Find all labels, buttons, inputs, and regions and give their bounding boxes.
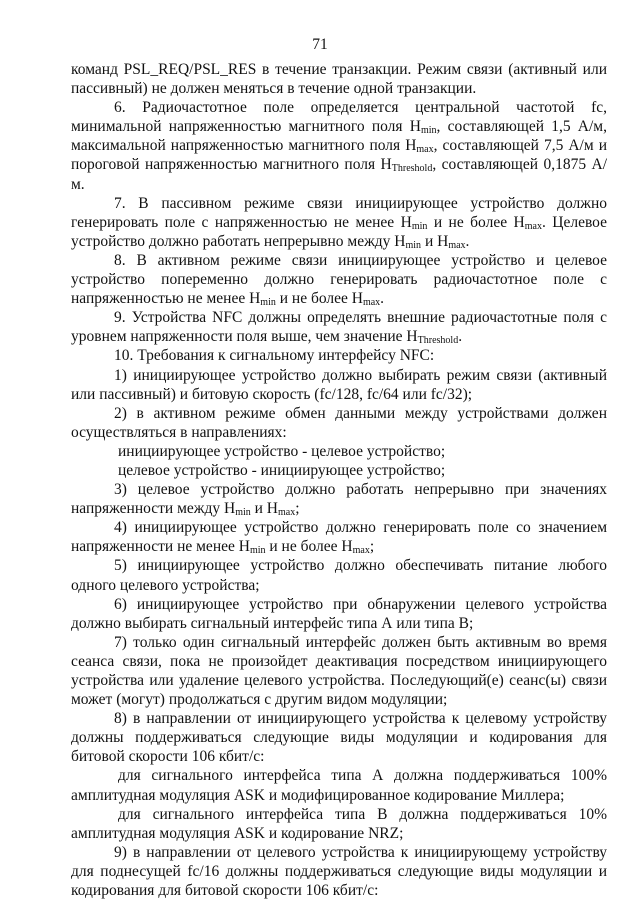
page-number: 71 — [312, 36, 328, 53]
paragraph-10-item-2-direction-a: инициирующее устройство - целевое устройство; — [118, 442, 446, 460]
subscript: min — [249, 545, 266, 557]
subscript: Threshold — [417, 335, 459, 347]
paragraph-10-item-4: 4) инициирующее устройство должно генерировать поле со значением напряженности не менее $H_{min}$ и не более $H_{max}$; — [71, 519, 607, 557]
paragraph-10-item-8: 8) в направлении от инициирующего устройства к целевому устройству должны поддерживаться следующие виды модуляции и кодирования для битовой скорости 106 кбит/с: — [71, 710, 607, 766]
subscript: max — [352, 545, 370, 557]
subscript: max — [416, 144, 434, 156]
paragraph-8: 8. В активном режиме связи инициирующее устройство и целевое устройство попеременно должно генерировать радиочастотное поле с напряженностью не менее $H_{min}$ и не более $H_{max}$. — [71, 251, 607, 309]
paragraph-10-item-6: 6) инициирующее устройство при обнаружении целевого устройства должно выбирать сигнальный интерфейс типа А или типа В; — [71, 595, 607, 632]
subscript: min — [420, 125, 437, 137]
paragraph-10-item-8-type-b: для сигнального интерфейса типа В должна поддерживаться 10% амплитудная модуляция ASK и кодирование NRZ; — [71, 805, 607, 842]
subscript: min — [235, 507, 251, 519]
paragraph-continuation: команд PSL_REQ/PSL_RES в течение транзакции. Режим связи (активный или пассивный) не должен меняться в течение одной транзакции. — [71, 61, 607, 98]
paragraph-10-item-1: 1) инициирующее устройство должно выбирать режим связи (активный или пассивный) и битовую скорость (fc/128, fc/64 или fc/32); — [71, 366, 607, 403]
paragraph-10-item-3: 3) целевое устройство должно работать непрерывно при значениях напряженности между $H_{min}$ и $H_{max}$; — [71, 481, 607, 519]
subscript: min — [260, 297, 276, 309]
paragraph-10-item-7: 7) только один сигнальный интерфейс должен быть активным во время сеанса связи, пока не произойдет деактивация посредством инициирующего устройства или удаление целевого устройства. Последующий(е) сеанс(ы) связи может (могут) продолжаться с другим видом модуляции; — [71, 633, 607, 709]
subscript: min — [411, 220, 428, 232]
subscript: max — [524, 220, 542, 232]
subscript: max — [362, 297, 381, 309]
paragraph-10: 10. Требования к сигнальному интерфейсу NFC: — [114, 347, 435, 365]
paragraph-7: 7. В пассивном режиме связи инициирующее устройство должно генерировать поле с напряженностью не менее $H_{min}$ и не более $H_{max}$. Целевое устройство должно работать непрерывно между $H_{min}$ и $H_{max}$. — [71, 194, 607, 251]
subscript: Threshold — [391, 163, 433, 175]
paragraph-6: 6. Радиочастотное поле определяется центральной частотой fc, минимальной напряженностью магнитного поля $H_{min}$, составляющей 1,5 А/м, максимальной напряженностью магнитного поля $H_{max}$, составляющей 7,5 А/м и пороговой напряженностью магнитного поля $H_{Threshold}$, составляющей 0,1875 А/м. — [71, 99, 607, 193]
subscript: max — [278, 507, 296, 519]
subscript: max — [448, 239, 466, 251]
paragraph-10-item-9: 9) в направлении от целевого устройства к инициирующему устройству для поднесущей fc/16 должны поддерживаться следующие виды модуляции и кодирования для битовой скорости 106 кбит/с: — [71, 843, 607, 900]
document-body — [71, 60, 607, 900]
paragraph-10-item-2: 2) в активном режиме обмен данными между устройствами должен осуществляться в направлениях: — [71, 404, 607, 441]
paragraph-9: 9. Устройства NFC должны определять внешние радиочастотные поля с уровнем напряженности поля выше, чем значение $H_{Threshold}$. — [71, 309, 607, 347]
subscript: min — [405, 239, 422, 251]
paragraph-10-item-5: 5) инициирующее устройство должно обеспечивать питание любого одного целевого устройства; — [71, 557, 607, 594]
paragraph-10-item-8-type-a: для сигнального интерфейса типа А должна поддерживаться 100% амплитудная модуляция ASK и модифицированное кодирование Миллера; — [71, 767, 607, 804]
paragraph-10-item-2-direction-b: целевое устройство - инициирующее устройство; — [118, 461, 446, 479]
